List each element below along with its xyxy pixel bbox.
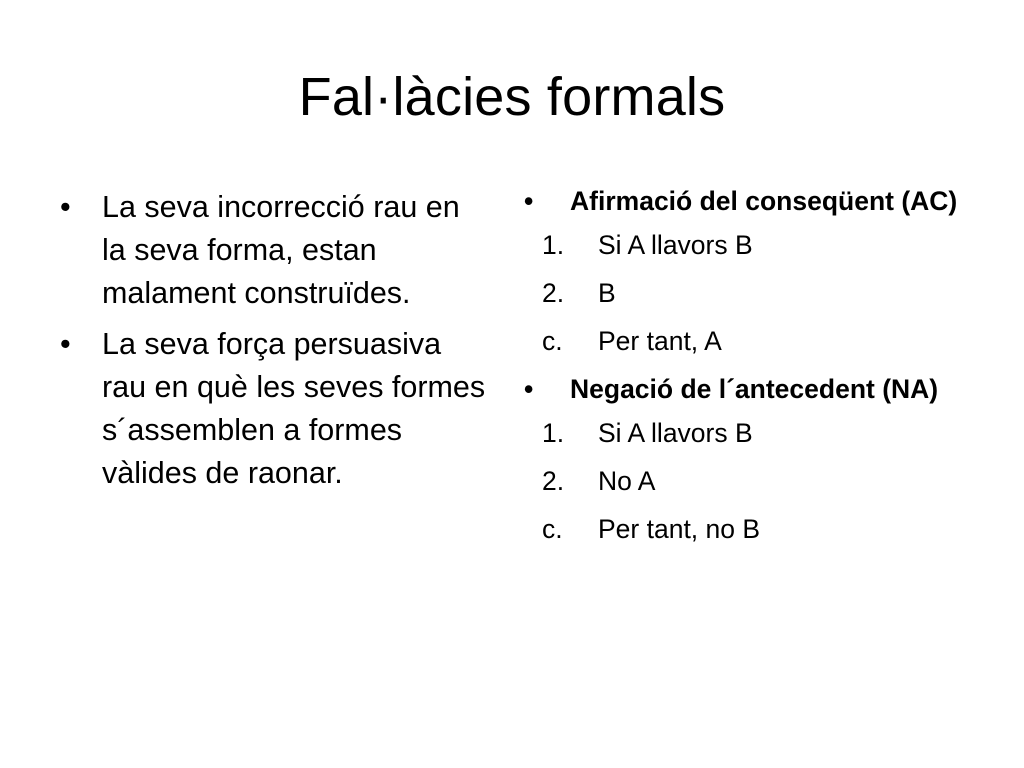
bullet-text: La seva incorrecció rau en la seva forma, estan malament construïdes.: [102, 190, 460, 310]
right-column: [524, 182, 984, 558]
item-number: 1.: [542, 418, 565, 448]
bullet-marker: •: [60, 190, 71, 224]
numbered-item: [524, 462, 984, 500]
item-text: Per tant, no B: [598, 514, 761, 544]
slide-title: Fal·làcies formals: [298, 67, 726, 127]
numbered-item: [524, 322, 984, 360]
bullet-marker: •: [524, 374, 534, 404]
section-heading-text: Afirmació del conseqüent (AC): [570, 186, 958, 216]
numbered-item: [524, 510, 984, 548]
bullet-marker: •: [524, 186, 534, 216]
item-number: 1.: [542, 230, 565, 260]
item-number: 2.: [542, 278, 565, 308]
section-heading-na: [524, 370, 984, 408]
item-text: B: [598, 278, 616, 308]
item-number: 2.: [542, 466, 565, 496]
item-text: Si A llavors B: [598, 418, 753, 448]
bullet-marker: •: [60, 327, 71, 361]
bullet-text: La seva força persuasiva rau en què les seves formes s´assemblen a formes vàlides de raonar.: [102, 327, 486, 490]
item-text: No A: [598, 466, 656, 496]
numbered-item: [524, 226, 984, 264]
left-column: [60, 186, 490, 503]
bullet-item: [60, 186, 490, 315]
section-heading-text: Negació de l´antecedent (NA): [570, 374, 939, 404]
bullet-item: [60, 323, 490, 495]
item-text: Per tant, A: [598, 326, 722, 356]
numbered-item: [524, 414, 984, 452]
item-number: c.: [542, 326, 563, 356]
item-number: c.: [542, 514, 563, 544]
item-text: Si A llavors B: [598, 230, 753, 260]
section-heading-ac: [524, 182, 984, 220]
numbered-item: [524, 274, 984, 312]
